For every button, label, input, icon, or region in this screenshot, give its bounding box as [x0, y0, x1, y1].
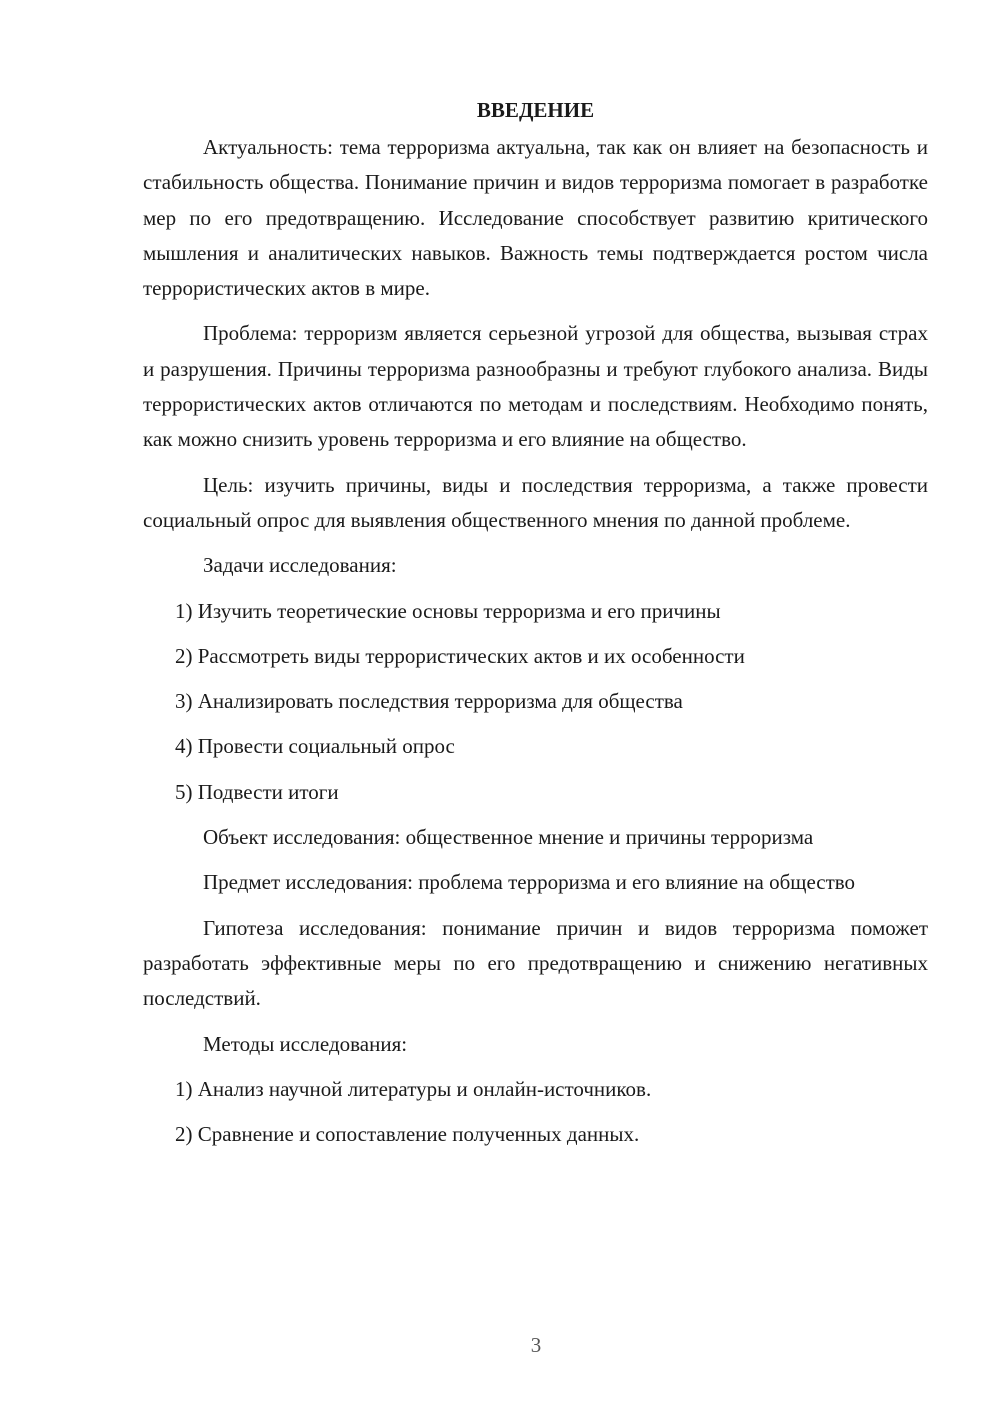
tasks-list — [143, 594, 928, 810]
task-item: 3) Анализировать последствия терроризма для общества — [175, 689, 683, 714]
methods-heading: Методы исследования: — [203, 1031, 408, 1056]
task-item: 4) Провести социальный опрос — [175, 734, 455, 759]
document-page — [143, 92, 928, 1162]
goal-paragraph: Цель: изучить причины, виды и последствия терроризма, а также провести социальный опрос для выявления общественного мнения по данной проблеме. — [143, 472, 928, 532]
methods-list — [143, 1072, 928, 1153]
object-paragraph: Объект исследования: общественное мнение и причины терроризма — [203, 825, 814, 850]
task-item: 5) Подвести итоги — [175, 779, 339, 804]
relevance-paragraph: Актуальность: тема терроризма актуальна, так как он влияет на безопасность и стабильность общества. Понимание причин и видов терроризма помогает в разработке мер по его предотвращению. Исследование способствует развитию критического мышления и аналитических навыков. Важность темы подтверждается ростом числа террористических актов в мире. — [143, 135, 928, 301]
task-item: 2) Рассмотреть виды террористических актов и их особенности — [175, 643, 745, 668]
subject-paragraph: Предмет исследования: проблема терроризма и его влияние на общество — [203, 870, 856, 895]
page-title: ВВЕДЕНИЕ — [476, 98, 595, 122]
tasks-heading: Задачи исследования: — [203, 553, 397, 578]
method-item: 2) Сравнение и сопоставление полученных данных. — [175, 1122, 640, 1147]
page-number: 3 — [530, 1333, 542, 1357]
problem-paragraph: Проблема: терроризм является серьезной угрозой для общества, вызывая страх и разрушения. Причины терроризма разнообразны и требуют глубокого анализа. Виды террористических актов отличаются по методам и последствиям. Необходимо понять, как можно снизить уровень терроризма и его влияние на общество. — [143, 321, 928, 452]
method-item: 1) Анализ научной литературы и онлайн-источников. — [175, 1076, 652, 1101]
hypothesis-paragraph: Гипотеза исследования: понимание причин и видов терроризма поможет разработать эффективные меры по его предотвращению и снижению негативных последствий. — [143, 915, 928, 1011]
task-item: 1) Изучить теоретические основы терроризма и его причины — [175, 598, 721, 623]
